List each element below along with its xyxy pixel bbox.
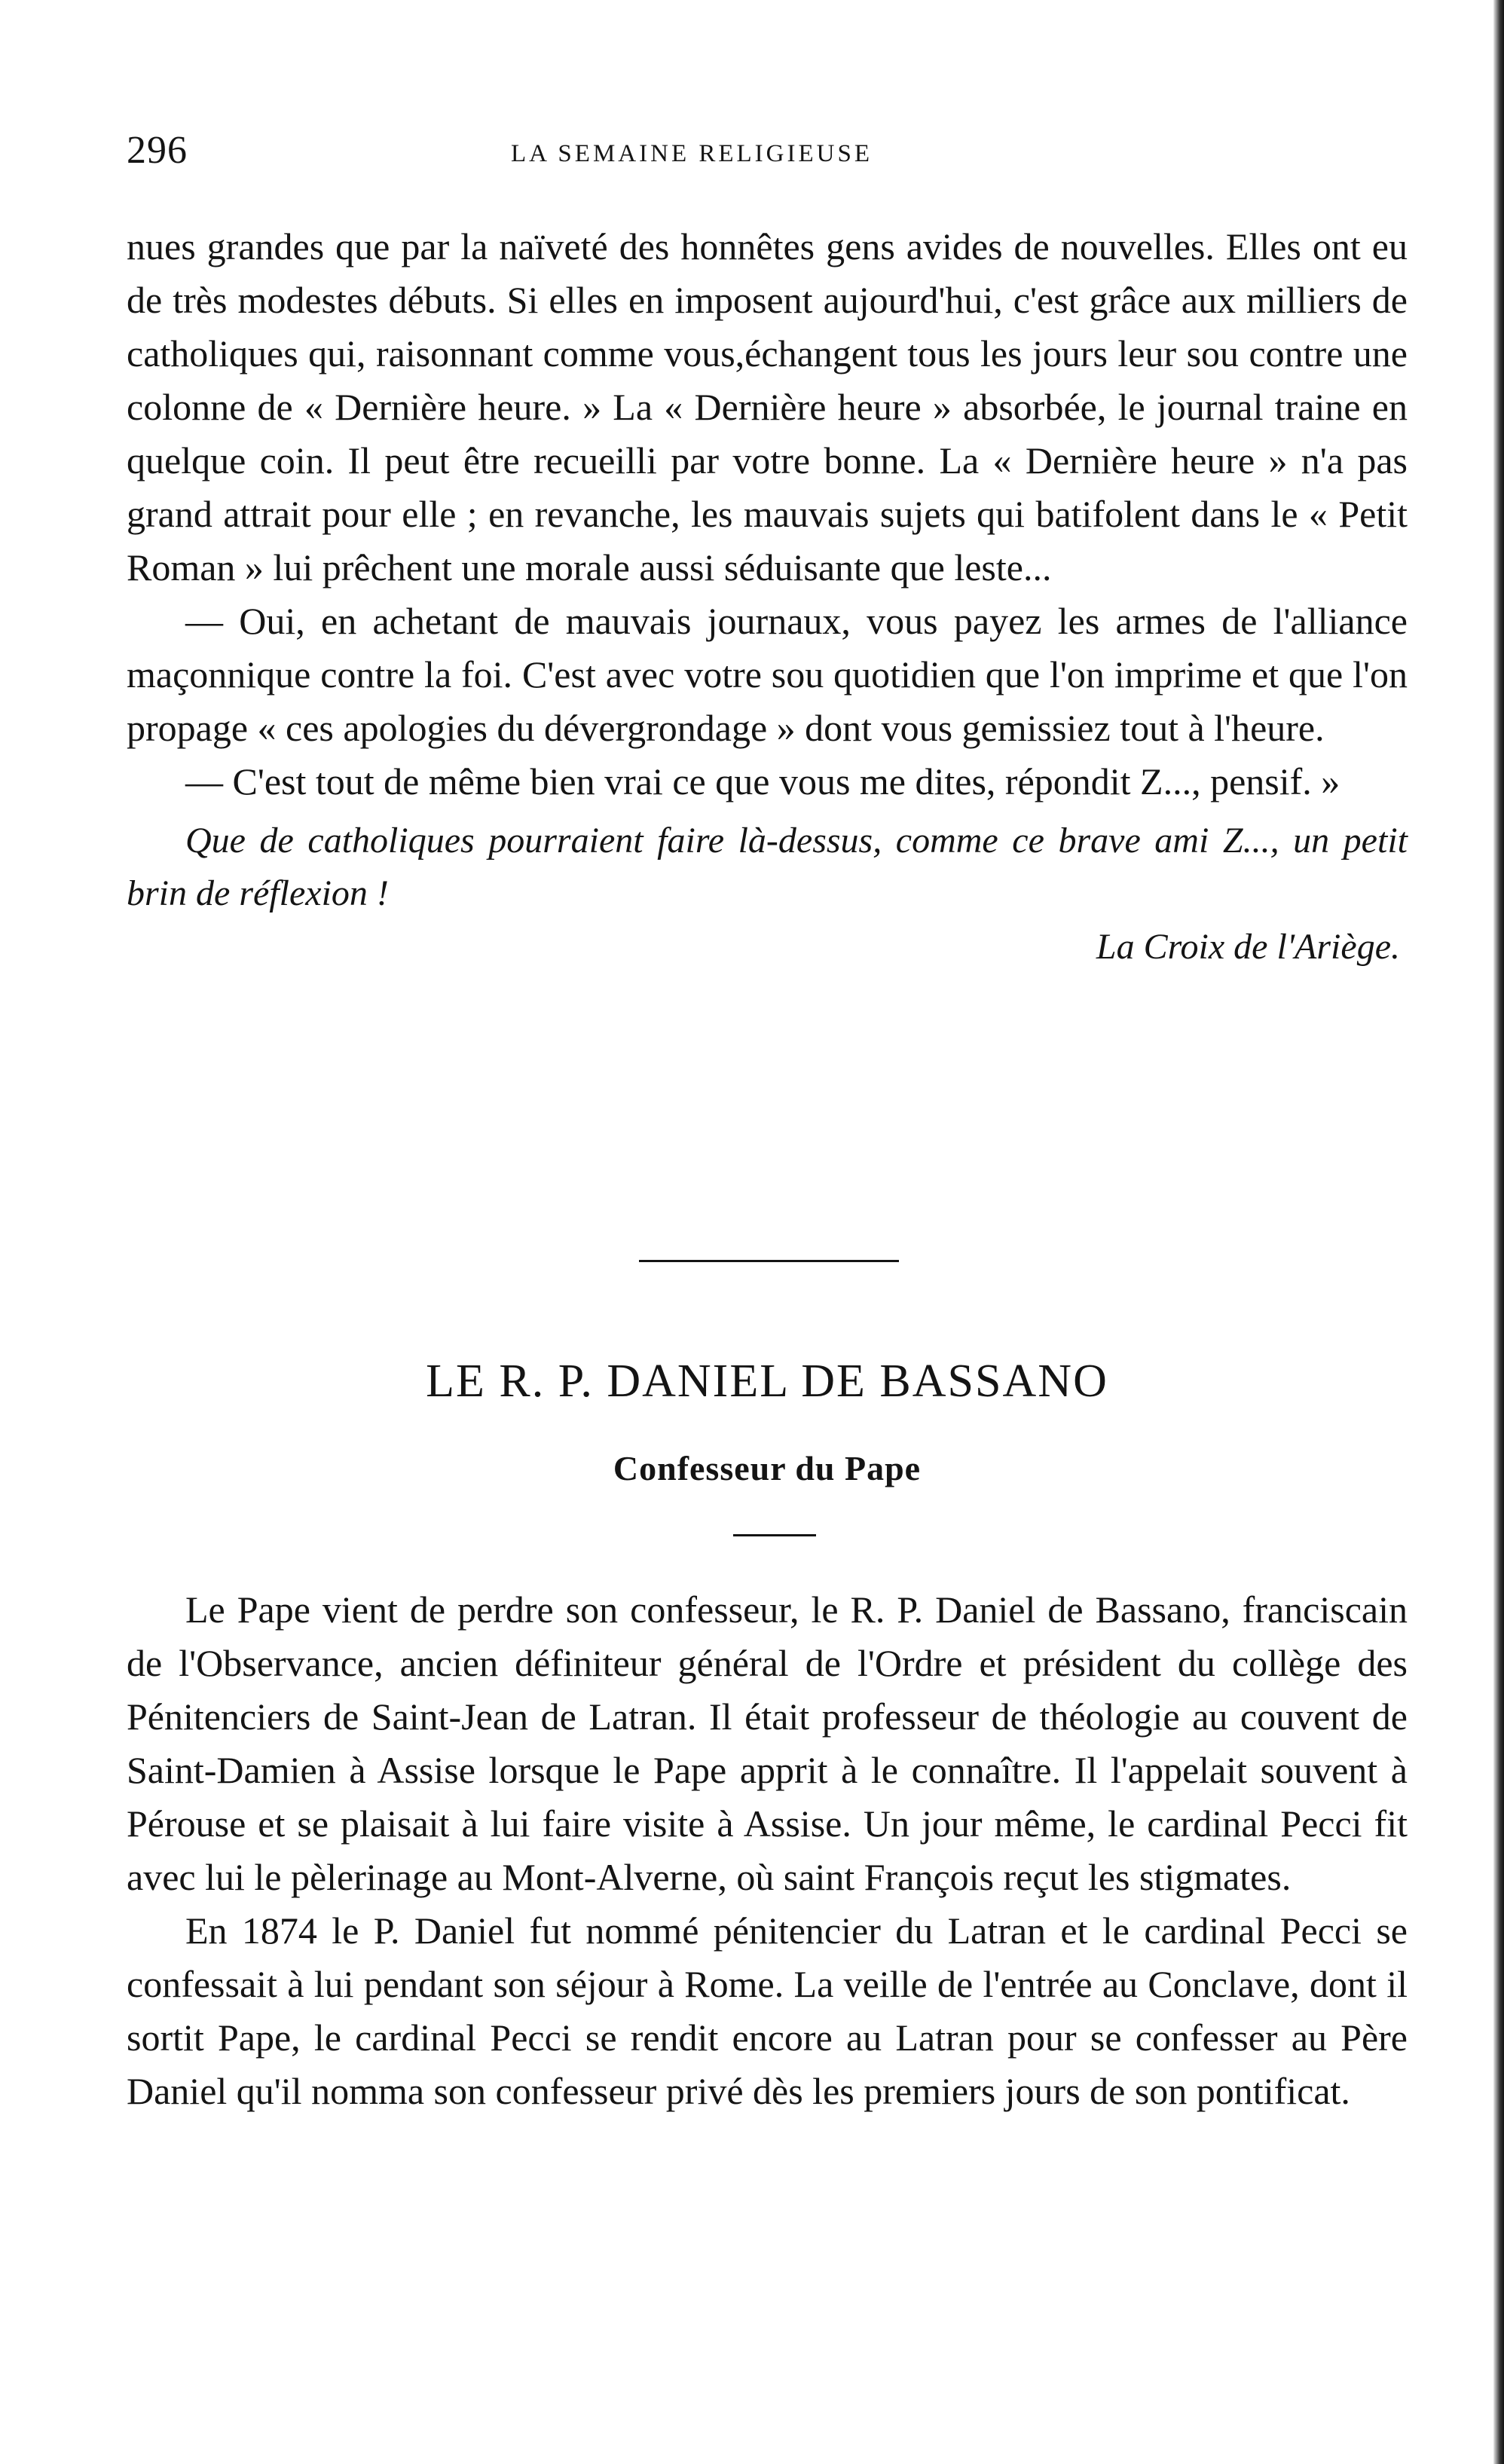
source-attribution: La Croix de l'Ariège. <box>1096 927 1400 967</box>
paragraph: nues grandes que par la naïveté des honnêtes gens avides de nouvelles. Elles ont eu de très modestes débuts. Si elles en imposent aujourd'hui, c'est grâce aux milliers de catholiques qui, raisonnant comme vous,échangent tous les jours leur sou contre une colonne de « Dernière heure. » La « Dernière heure » absorbée, le journal traine en quelque coin. Il peut être recueilli par votre bonne. La « Dernière heure » n'a pas grand attrait pour elle ; en revanche, les mauvais sujets qui batifolent dans le « Petit Roman » lui prêchent une morale aussi séduisante que leste... <box>127 225 1408 588</box>
paragraph: — Oui, en achetant de mauvais journaux, vous payez les armes de l'alliance maçonnique contre la foi. C'est avec votre sou quotidien que l'on imprime et que l'on propage « ces apologies du dévergrondage » dont vous gemissiez tout à l'heure. <box>127 600 1408 749</box>
page-number: 296 <box>127 129 188 172</box>
paragraph: En 1874 le P. Daniel fut nommé pénitencier du Latran et le cardinal Pecci se confessait à lui pendant son séjour à Rome. La veille de l'entrée au Conclave, dont il sortit Pape, le cardinal Pecci se rendit encore au Latran pour se confesser au Père Daniel qu'il nomma son confesseur privé dès les premiers jours de son pontificat. <box>127 1909 1408 2112</box>
running-head: LA SEMAINE RELIGIEUSE <box>511 140 873 167</box>
paragraph: Le Pape vient de perdre son confesseur, le R. P. Daniel de Bassano, franciscain de l'Observance, ancien définiteur général de l'Ordre et président du collège des Pénitenciers de Saint-Jean de Latran. Il était professeur de théologie au couvent de Saint-Damien à Assise lorsque le Pape apprit à le connaître. Il l'appelait souvent à Pérouse et se plaisait à lui faire visite à Assise. Un jour même, le cardinal Pecci fit avec lui le pèlerinage au Mont-Alverne, où saint François reçut les stigmates. <box>127 1588 1408 1898</box>
page-header <box>127 128 1408 181</box>
closing-remark: Que de catholiques pourraient faire là-dessus, comme ce brave ami Z..., un petit brin de réflexion ! <box>127 821 1408 913</box>
paragraph: — C'est tout de même bien vrai ce que vous me dites, répondit Z..., pensif. » <box>185 760 1340 802</box>
article-body <box>127 1583 1408 2118</box>
article-title: LE R. P. DANIEL DE BASSANO <box>426 1356 1108 1407</box>
book-page <box>127 0 1408 2464</box>
section-divider <box>639 1260 899 1262</box>
subtitle-divider <box>733 1534 816 1536</box>
page-edge-shadow <box>1493 0 1504 2464</box>
article-subtitle: Confesseur du Pape <box>613 1449 922 1487</box>
article-continuation <box>127 220 1408 974</box>
